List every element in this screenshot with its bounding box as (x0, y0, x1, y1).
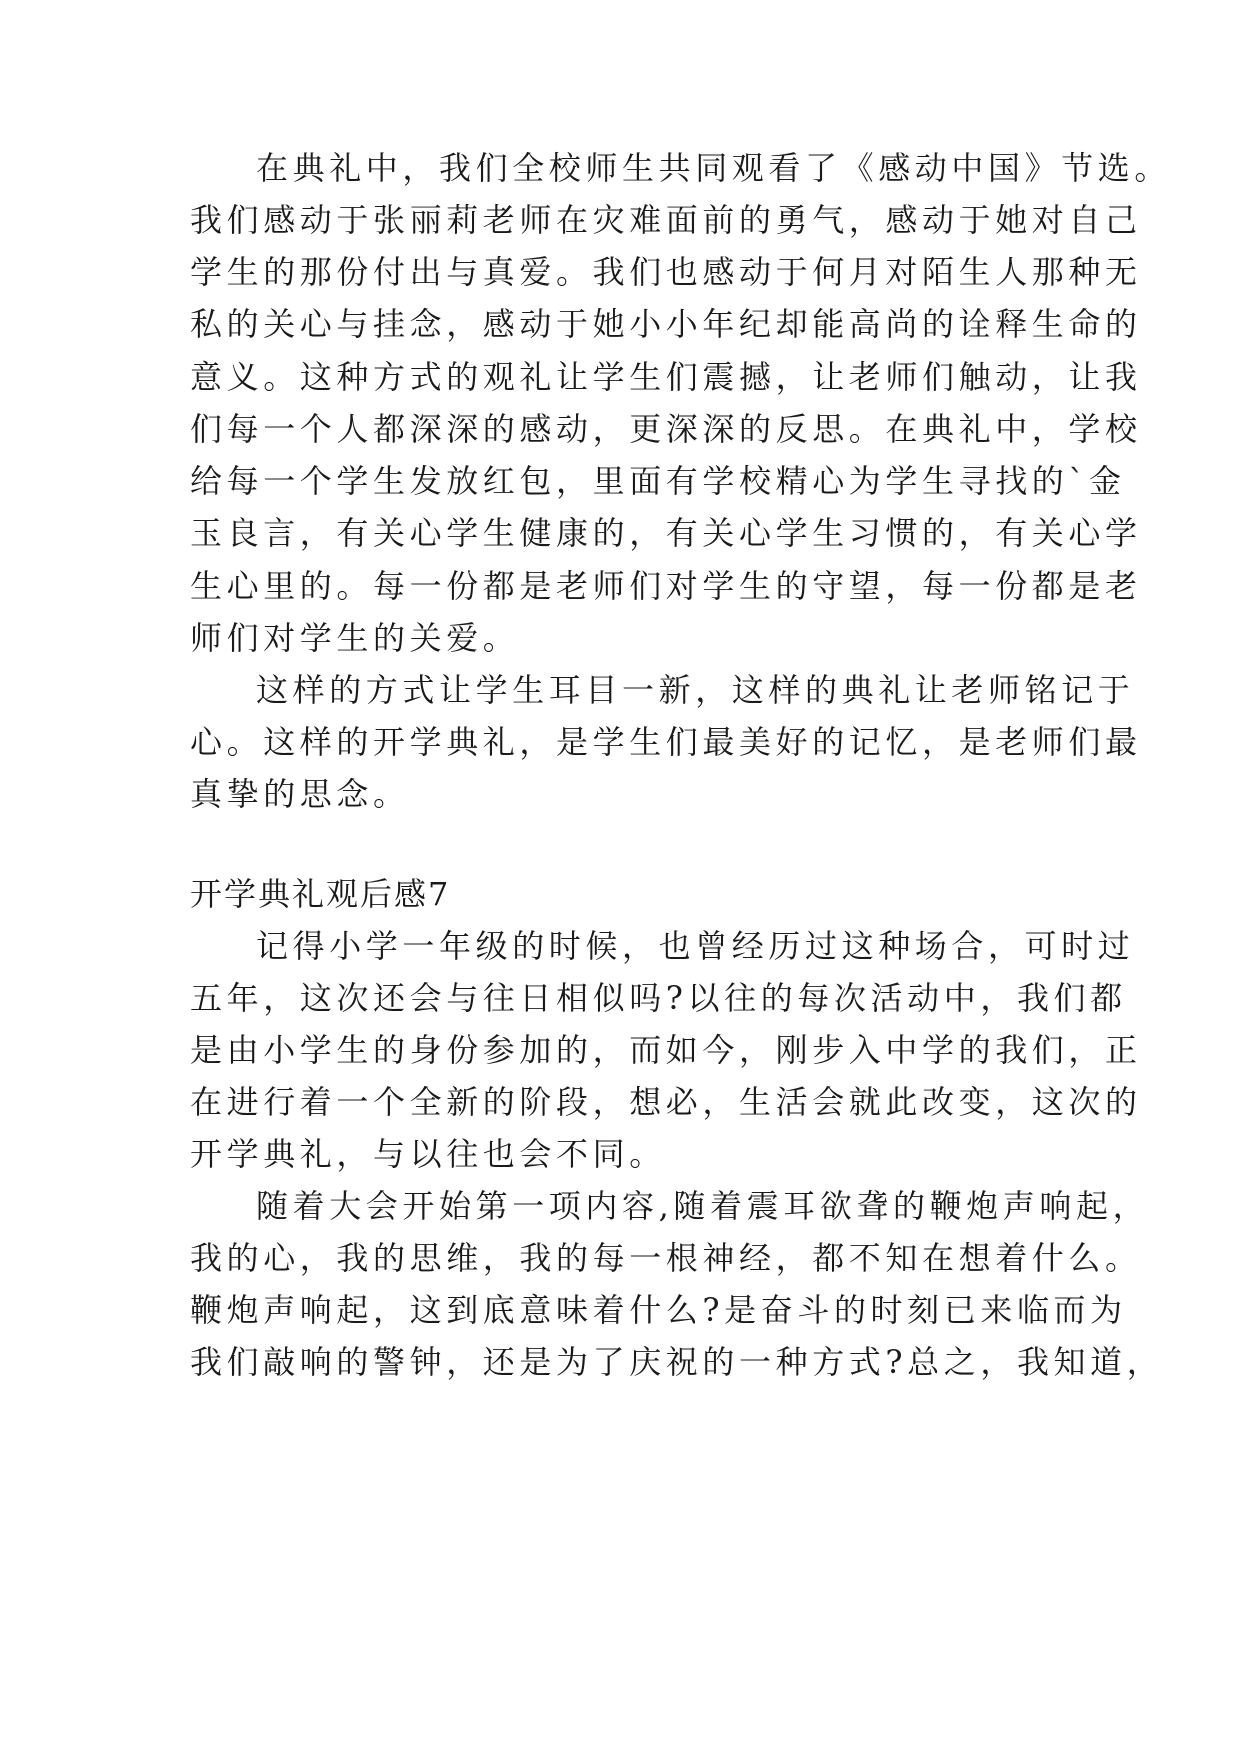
paragraph-line: 随着大会开始第一项内容,随着震耳欲聋的鞭炮声响起， (256, 1187, 1150, 1225)
paragraph-line: 给每一个学生发放红包，里面有学校精心为学生寻找的`金 (190, 462, 1126, 500)
paragraph-line: 生心里的。每一份都是老师们对学生的守望，每一份都是老 (190, 567, 1142, 605)
paragraph-line: 我们敲响的警钟，还是为了庆祝的一种方式?总之，我知道， (190, 1343, 1164, 1381)
paragraph-line: 学生的那份付出与真爱。我们也感动于何月对陌生人那种无 (190, 253, 1142, 291)
paragraph-line: 心。这样的开学典礼，是学生们最美好的记忆，是老师们最 (190, 723, 1142, 761)
paragraph-line: 开学典礼，与以往也会不同。 (190, 1135, 666, 1173)
paragraph-line: 是由小学生的身份参加的，而如今，刚步入中学的我们，正 (190, 1031, 1142, 1069)
paragraph-line: 在进行着一个全新的阶段，想必，生活会就此改变，这次的 (190, 1083, 1142, 1121)
paragraph-line: 玉良言，有关心学生健康的，有关心学生习惯的，有关心学 (190, 514, 1142, 552)
paragraph-line: 在典礼中，我们全校师生共同观看了《感动中国》节选。 (256, 149, 1172, 187)
paragraph-line: 真挚的思念。 (190, 775, 410, 813)
paragraph-line: 意义。这种方式的观礼让学生们震撼，让老师们触动，让我 (190, 358, 1142, 396)
paragraph-line: 师们对学生的关爱。 (190, 619, 520, 657)
paragraph-line: 记得小学一年级的时候，也曾经历过这种场合，可时过 (256, 927, 1135, 965)
paragraph-line: 这样的方式让学生耳目一新，这样的典礼让老师铭记于 (256, 671, 1135, 709)
paragraph-line: 私的关心与挂念，感动于她小小年纪却能高尚的诠释生命的 (190, 305, 1142, 343)
paragraph-line: 鞭炮声响起，这到底意味着什么?是奋斗的时刻已来临而为 (190, 1291, 1127, 1329)
paragraph-line: 五年，这次还会与往日相似吗?以往的每次活动中，我们都 (190, 979, 1127, 1017)
paragraph-line: 我的心，我的思维，我的每一根神经，都不知在想着什么。 (190, 1239, 1142, 1277)
paragraph-line: 我们感动于张丽莉老师在灾难面前的勇气，感动于她对自己 (190, 201, 1142, 239)
section-heading: 开学典礼观后感7 (190, 875, 451, 913)
paragraph-line: 们每一个人都深深的感动，更深深的反思。在典礼中，学校 (190, 410, 1142, 448)
